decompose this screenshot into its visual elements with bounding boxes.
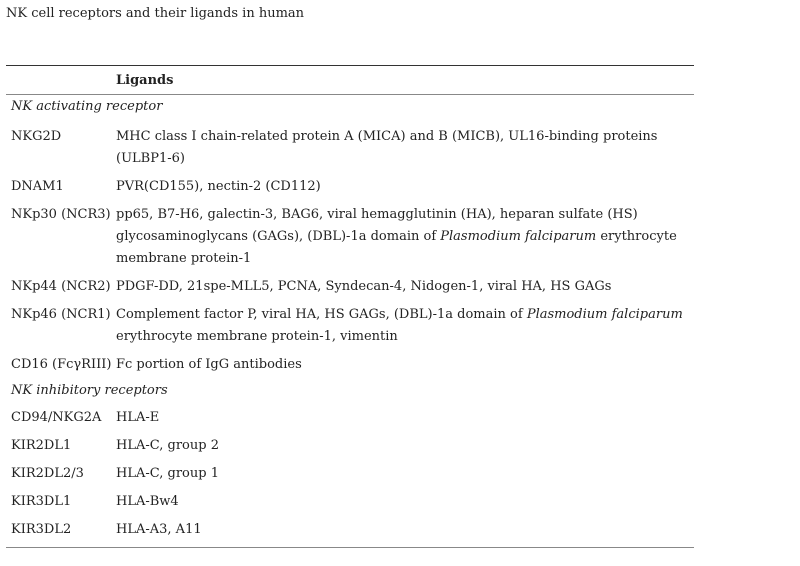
header-ligands: Ligands	[116, 72, 174, 88]
receptor-name: KIR3DL2	[11, 522, 72, 537]
table-row	[6, 488, 694, 516]
receptor-name: NKG2D	[11, 129, 62, 144]
ligand-list: HLA-C, group 2	[116, 438, 219, 453]
ligand-list: PVR(CD155), nectin-2 (CD112)	[116, 179, 321, 194]
table-row	[6, 273, 694, 301]
species-name: Plasmodium falciparum	[440, 229, 597, 244]
ligand-text: erythrocyte membrane protein-1	[116, 229, 677, 266]
ligand-list: PDGF-DD, 21spe-MLL5, PCNA, Syndecan-4, Nidogen-1, viral HA, HS GAGs	[116, 279, 612, 294]
table-row	[6, 351, 694, 379]
table-row	[6, 201, 694, 273]
receptor-ligand-table	[6, 65, 694, 548]
receptor-name: KIR2DL1	[11, 438, 72, 453]
ligand-text: Complement factor P, viral HA, HS GAGs, (DBL)-1a domain of	[116, 307, 527, 322]
receptor-name: NKp30 (NCR3)	[11, 207, 111, 222]
ligand-list: HLA-A3, A11	[116, 522, 202, 537]
table-caption: NK cell receptors and their ligands in human	[6, 6, 305, 21]
receptor-name: NKp44 (NCR2)	[11, 279, 111, 294]
ligand-list: MHC class I chain-related protein A (MICA) and B (MICB), UL16-binding proteins (ULBP1-6)	[116, 129, 658, 166]
table-row	[6, 460, 694, 488]
ligand-text: pp65, B7-H6, galectin-3, BAG6, viral hemagglutinin (HA), heparan sulfate (HS) glycosaminoglycans (GAGs), (DBL)-1a domain of	[116, 207, 638, 244]
ligand-text: erythrocyte membrane protein-1, vimentin	[116, 329, 398, 344]
receptor-name: CD94/NKG2A	[11, 410, 102, 425]
receptor-name: CD16 (FcγRIII)	[11, 357, 112, 372]
ligand-list	[116, 204, 694, 270]
table-header	[6, 66, 694, 95]
ligand-list: Fc portion of IgG antibodies	[116, 357, 302, 372]
table-row	[6, 404, 694, 432]
group-title-inhibitory: NK inhibitory receptors	[11, 383, 168, 398]
table-row	[6, 173, 694, 201]
receptor-name: KIR2DL2/3	[11, 466, 84, 481]
ligand-list	[116, 304, 694, 348]
ligand-list: HLA-E	[116, 410, 160, 425]
table-row	[6, 120, 694, 173]
species-name: Plasmodium falciparum	[526, 307, 683, 322]
table-row	[6, 516, 694, 547]
table-row	[6, 432, 694, 460]
receptor-name: DNAM1	[11, 179, 64, 194]
table-row	[6, 301, 694, 351]
ligand-list: HLA-C, group 1	[116, 466, 219, 481]
ligand-list: HLA-Bw4	[116, 494, 179, 509]
receptor-name: KIR3DL1	[11, 494, 72, 509]
group-title-activating: NK activating receptor	[11, 99, 163, 114]
receptor-name: NKp46 (NCR1)	[11, 307, 111, 322]
